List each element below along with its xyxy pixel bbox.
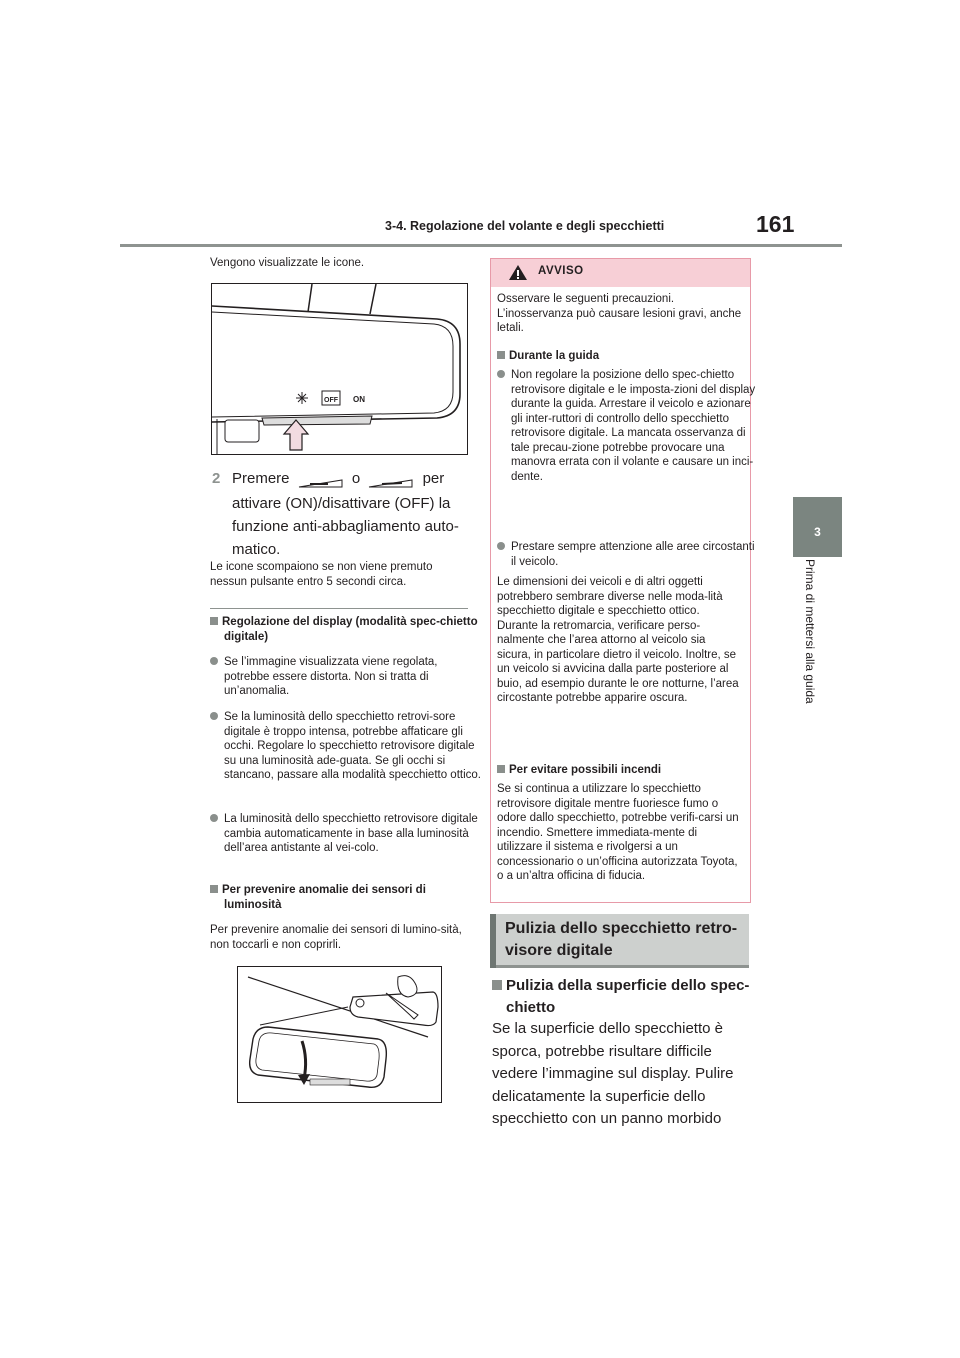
mirror-buttons-illustration bbox=[212, 284, 467, 454]
off-label: OFF bbox=[324, 397, 338, 404]
warning-title: AVVISO bbox=[538, 265, 584, 277]
cleaning-body: Se la superficie dello specchietto è sporca, potrebbe risultare difficile vedere l’immagine sul display. Pulire delicatamente la superficie dello specchietto con un panno morbido bbox=[492, 1020, 734, 1127]
sensors-text: Per prevenire anomalie dei sensori di lumino-sità, non toccarli e non coprirli. bbox=[210, 924, 462, 951]
warning-intro: Osservare le seguenti precauzioni. L’inosservanza può causare lesioni gravi, anche letali. bbox=[497, 293, 742, 334]
divider bbox=[210, 608, 468, 609]
sub-heading-display: Regolazione del display (modalità spec-chietto digitale) bbox=[210, 615, 482, 644]
mirror-cleaning-illustration bbox=[238, 967, 441, 1102]
warning-heading-driving: Durante la guida bbox=[497, 349, 756, 364]
section-heading: Pulizia dello specchietto retro-visore digitale bbox=[505, 920, 738, 959]
mirror-figure-1 bbox=[211, 283, 468, 455]
intro-text: Vengono visualizzate le icone. bbox=[210, 257, 365, 269]
warning-paragraph: Se si continua a utilizzare lo specchietto retrovisore digitale mentre fuoriesce fumo o odore dallo specchietto, potrebbe verifi-carsi un incendio. Smettere immediata-mente di utilizzare il sistema e rivolgersi a un concessionario o un’officina autorizzata Toyota, o a un’altra officina di fiducia. bbox=[497, 783, 739, 882]
dim-button-icon-1 bbox=[298, 474, 344, 485]
page-number: 161 bbox=[756, 211, 795, 237]
sub-heading-cleaning: Pulizia della superficie dello spec-chietto bbox=[492, 975, 764, 1019]
bullet-item: La luminosità dello specchietto retrovisore digitale cambia automaticamente in base alla luminosità dell’area antistante al vei-colo. bbox=[210, 812, 482, 856]
on-label: ON bbox=[353, 395, 365, 404]
section-header-title: 3-4. Regolazione del volante e degli specchietti bbox=[385, 219, 665, 233]
note-text: Le icone scompaiono se non viene premuto nessun pulsante entro 5 secondi circa. bbox=[210, 561, 433, 588]
sub-heading-sensors: Per prevenire anomalie dei sensori di luminosità bbox=[210, 883, 482, 912]
warning-bullet: Non regolare la posizione dello spec-chietto retrovisore digitale e le imposta-zioni del display durante la guida. Arrestare il veicolo e azionare gli inter-ruttori di controllo dello specchietto retrovisore digitale. La mancata osservanza di tale precau-zione potrebbe provocare una manovra errata con il volante e causare un inci-dente. bbox=[497, 368, 756, 484]
chapter-tab-title: Prima di mettersi alla guida bbox=[803, 559, 817, 704]
warning-heading-fire: Per evitare possibili incendi bbox=[497, 763, 756, 778]
section-heading-bar bbox=[490, 914, 496, 968]
dim-button-icon-2 bbox=[368, 474, 414, 485]
chapter-tab-number: 3 bbox=[793, 497, 842, 557]
bullet-item: Se la luminosità dello specchietto retrovi-sore digitale è troppo intensa, potrebbe affaticare gli occhi. Regolare lo specchietto retrovisore digitale su una luminosità ade-guata. Se gli occhi si stancano, passare alla modalità specchietto ottico. bbox=[210, 710, 482, 783]
step-2: 2 Premere o per attivare (ON)/disattivare (OFF) la funzione anti-abbagliamento auto-matico. bbox=[212, 470, 459, 558]
header-rule bbox=[120, 244, 842, 247]
warning-bullet: Prestare sempre attenzione alle aree circostanti il veicolo. bbox=[497, 540, 756, 569]
bullet-item: Se l’immagine visualizzata viene regolata, potrebbe essere distorta. Non si tratta di un’anomalia. bbox=[210, 655, 482, 699]
mirror-figure-2 bbox=[237, 966, 442, 1103]
warning-header bbox=[491, 259, 750, 287]
warning-paragraph: Le dimensioni dei veicoli e di altri oggetti potrebbero sembrare diverse nelle moda-lità specchietto digitale e specchietto ottico. Durante la retromarcia, verificare perso-nalmente che l’area attorno al veicolo sia sicura, in particolare dietro il veicolo. Inoltre, se un veicolo si avvicina dalla parte posteriore al buio, ad esempio durante le ore notturne, l’area circostante potrebbe apparire oscura. bbox=[497, 576, 739, 704]
warning-icon bbox=[508, 264, 528, 286]
